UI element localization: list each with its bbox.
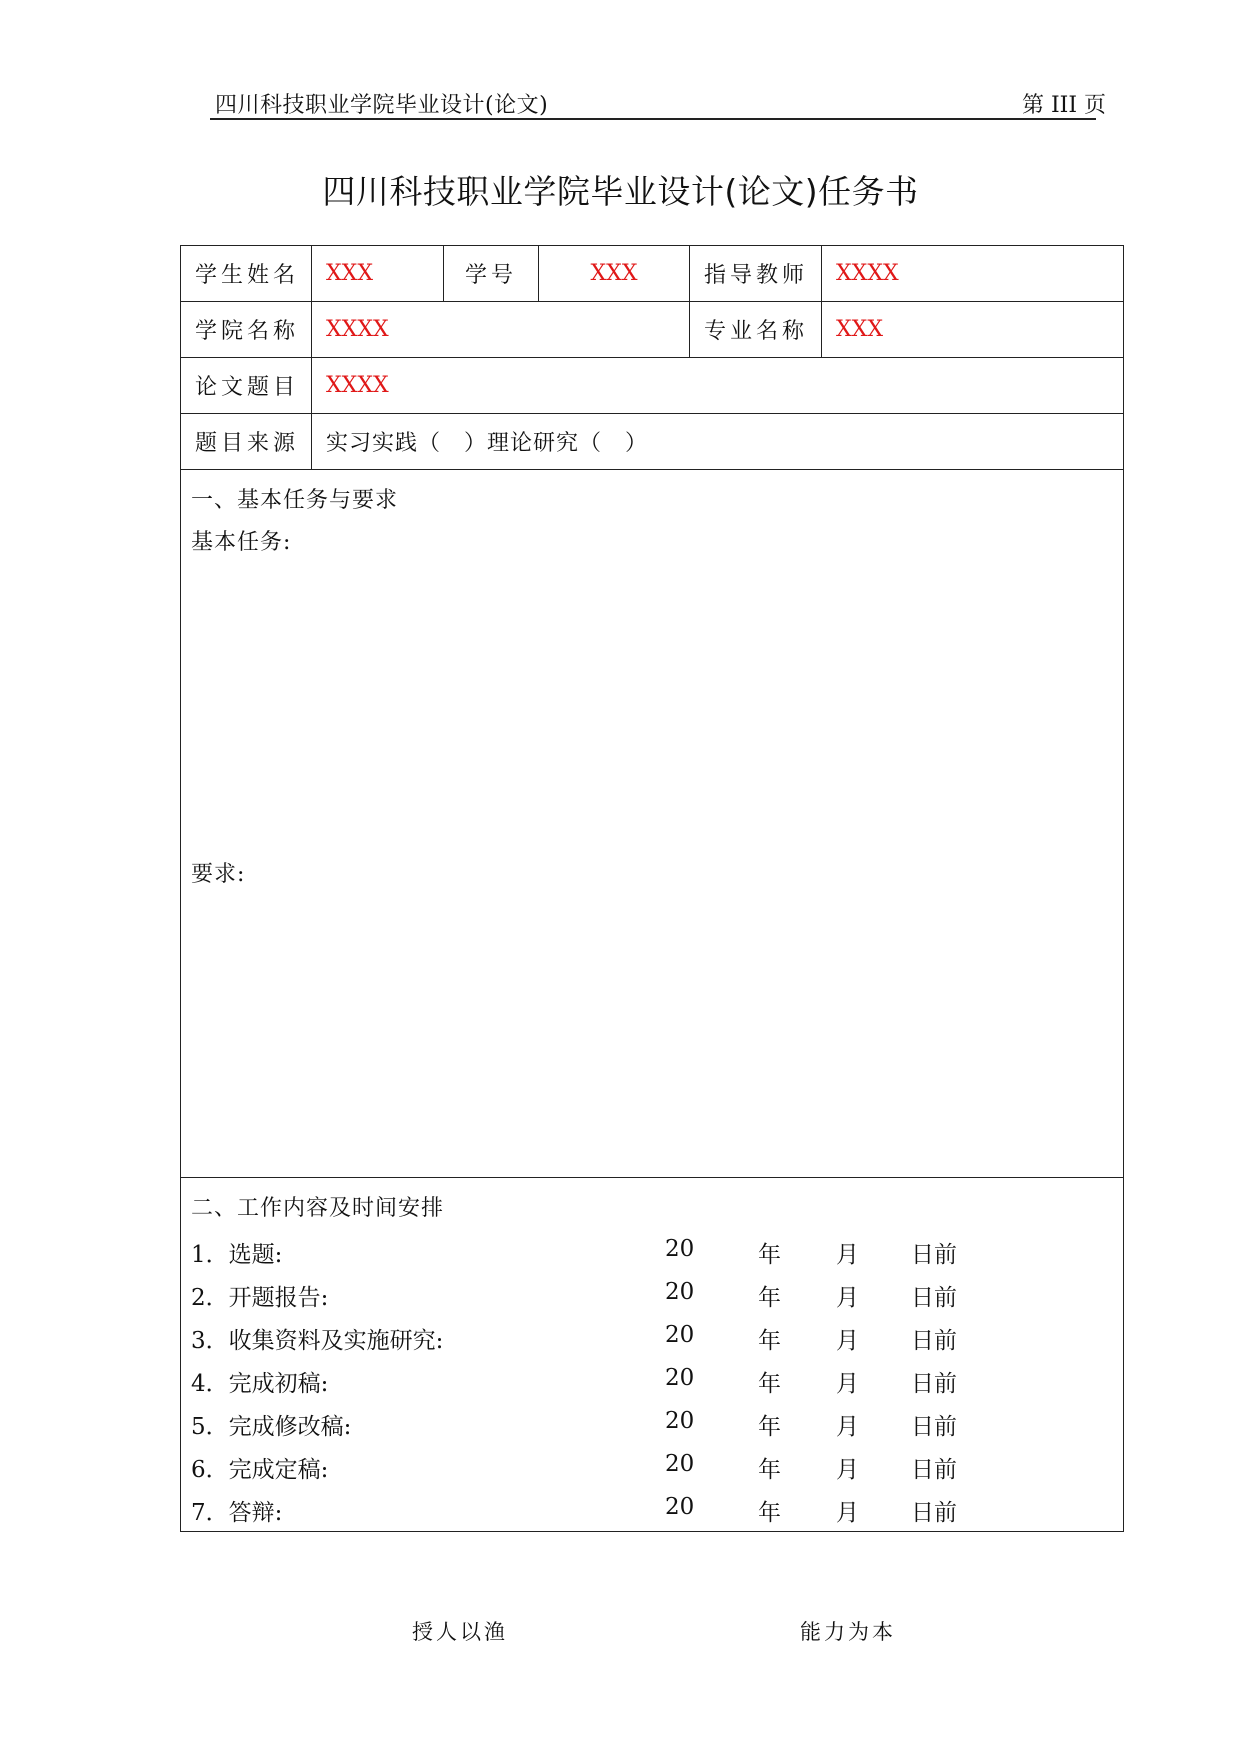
page-number: 第 III 页 <box>1022 93 1107 118</box>
document-title: 四川科技职业学院毕业设计(论文)任务书 <box>322 172 919 211</box>
row-student <box>181 246 1124 302</box>
schedule-year[interactable]: 20 <box>665 1365 695 1391</box>
topic-source-label: 题目来源 <box>181 414 312 470</box>
row-college <box>181 302 1124 358</box>
schedule-item-label: 7．答辩: <box>191 1500 283 1526</box>
student-name-label: 学生姓名 <box>181 246 312 302</box>
schedule-year-unit: 年 <box>758 1500 781 1526</box>
schedule-year[interactable]: 20 <box>665 1408 695 1434</box>
schedule-item-label: 1．选题: <box>191 1242 283 1268</box>
schedule-day-unit: 日前 <box>911 1414 957 1440</box>
schedule-month-unit: 月 <box>836 1371 859 1397</box>
schedule-year[interactable]: 20 <box>665 1279 695 1305</box>
schedule-year[interactable]: 20 <box>665 1451 695 1477</box>
schedule-year[interactable]: 20 <box>665 1322 695 1348</box>
schedule-item-label: 2．开题报告: <box>191 1285 329 1311</box>
student-id-value[interactable]: XXX <box>539 246 690 302</box>
schedule-day-unit: 日前 <box>911 1285 957 1311</box>
row-section1 <box>181 470 1124 1178</box>
footer-motto-left: 授人以渔 <box>412 1620 508 1644</box>
schedule-day-unit: 日前 <box>911 1371 957 1397</box>
schedule-list <box>191 1230 1123 1531</box>
schedule-year[interactable]: 20 <box>665 1236 695 1262</box>
college-label: 学院名称 <box>181 302 312 358</box>
requirements-label: 要求: <box>191 862 246 887</box>
schedule-month-unit: 月 <box>836 1285 859 1311</box>
schedule-item-label: 3．收集资料及实施研究: <box>191 1328 444 1354</box>
thesis-title-label: 论文题目 <box>181 358 312 414</box>
schedule-day-unit: 日前 <box>911 1457 957 1483</box>
schedule-item-label: 6．完成定稿: <box>191 1457 329 1483</box>
schedule-year-unit: 年 <box>758 1285 781 1311</box>
schedule-row <box>191 1316 1123 1359</box>
schedule-year-unit: 年 <box>758 1457 781 1483</box>
row-section2 <box>181 1178 1124 1532</box>
schedule-month-unit: 月 <box>836 1242 859 1268</box>
schedule-row <box>191 1230 1123 1273</box>
schedule-row <box>191 1273 1123 1316</box>
topic-source-options[interactable]: 实习实践（ ）理论研究（ ） <box>312 414 1124 470</box>
schedule-year[interactable]: 20 <box>665 1494 695 1520</box>
schedule-day-unit: 日前 <box>911 1500 957 1526</box>
major-value[interactable]: XXX <box>822 302 1124 358</box>
student-name-value[interactable]: XXX <box>312 246 444 302</box>
schedule-row <box>191 1359 1123 1402</box>
schedule-month-unit: 月 <box>836 1414 859 1440</box>
thesis-title-value[interactable]: XXXX <box>312 358 1124 414</box>
schedule-row <box>191 1488 1123 1531</box>
schedule-row <box>191 1402 1123 1445</box>
schedule-month-unit: 月 <box>836 1457 859 1483</box>
task-form-table <box>180 245 1124 1532</box>
section2-heading: 二、工作内容及时间安排 <box>191 1196 445 1221</box>
advisor-value[interactable]: XXXX <box>822 246 1124 302</box>
basic-tasks-content[interactable] <box>191 564 1123 854</box>
advisor-label: 指导教师 <box>690 246 822 302</box>
header-divider <box>210 118 1096 120</box>
schedule-year-unit: 年 <box>758 1242 781 1268</box>
schedule-year-unit: 年 <box>758 1328 781 1354</box>
major-label: 专业名称 <box>690 302 822 358</box>
basic-tasks-label: 基本任务: <box>191 530 292 555</box>
section-schedule <box>181 1178 1124 1532</box>
schedule-year-unit: 年 <box>758 1371 781 1397</box>
running-header-title: 四川科技职业学院毕业设计(论文) <box>215 93 549 118</box>
schedule-month-unit: 月 <box>836 1500 859 1526</box>
footer-motto-right: 能力为本 <box>800 1620 896 1644</box>
schedule-day-unit: 日前 <box>911 1328 957 1354</box>
schedule-day-unit: 日前 <box>911 1242 957 1268</box>
schedule-item-label: 5．完成修改稿: <box>191 1414 352 1440</box>
schedule-year-unit: 年 <box>758 1414 781 1440</box>
schedule-item-label: 4．完成初稿: <box>191 1371 329 1397</box>
section-basic-tasks <box>181 470 1124 1178</box>
section1-heading: 一、基本任务与要求 <box>191 488 399 513</box>
schedule-row <box>191 1445 1123 1488</box>
row-source <box>181 414 1124 470</box>
row-thesis <box>181 358 1124 414</box>
student-id-label: 学号 <box>444 246 539 302</box>
college-value[interactable]: XXXX <box>312 302 690 358</box>
schedule-month-unit: 月 <box>836 1328 859 1354</box>
